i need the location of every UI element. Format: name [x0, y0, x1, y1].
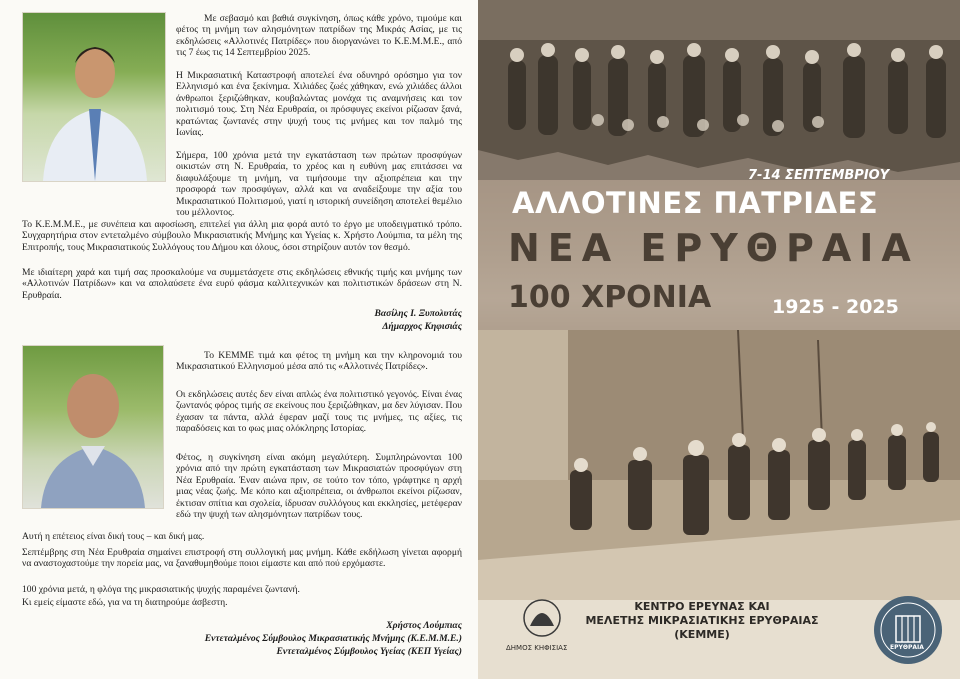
councillor-photo — [22, 345, 164, 509]
greeting-paragraph-1: Με σεβασμό και βαθιά συγκίνηση, όπως κάθε χρόνο, τιμούμε και φέτος τη μνήμη των αλησμόνητων πατρίδων της Μικράς Ασίας, με τις εκδηλώσεις «Αλλοτινές Πατρίδες» που διοργανώνει το Κ.Ε.Μ.Μ.Ε., από τις 7 έως τις 14 Σεπτεμβρίου 2025. — [176, 13, 462, 59]
mayor-photo — [22, 12, 166, 182]
greetings-page — [0, 0, 478, 679]
greeting-paragraph-5: Με ιδιαίτερη χαρά και τιμή σας προσκαλούμε να συμμετάσχετε στις εκδηλώσεις εθνικής τιμής και μνήμης των «Αλλοτινών Πατρίδων» και να απολαύσετε ένα ευρύ φάσμα καλλιτεχνικών και πολιτιστικών δράσεων στη Ν. Ερυθραία. — [22, 267, 462, 301]
historic-photo-collage — [478, 0, 960, 679]
mayor-signature-name: Βασίλης Ι. Ξυπολυτάς — [374, 308, 462, 319]
event-poster — [478, 0, 960, 679]
event-years: 1925 - 2025 — [772, 296, 899, 318]
councillor-portrait-illustration — [23, 346, 163, 508]
seal-label: ΕΡΥΘΡΑΙΑ — [890, 644, 924, 651]
kemme-paragraph-3 — [176, 452, 462, 520]
event-dates: 7-14 ΣΕΠΤΕΜΒΡΙΟΥ — [748, 168, 890, 183]
event-title: ΑΛΛΟΤΙΝΕΣ ΠΑΤΡΙΔΕΣ — [512, 186, 879, 220]
organizer-line-3: (ΚΕΜΜΕ) — [674, 628, 730, 641]
greeting-paragraph-4: Το Κ.Ε.Μ.Μ.Ε., με συνέπεια και αφοσίωση, επιτελεί για άλλη μια φορά αυτό το έργο με υποδειγματικό τρόπο. Συγχαρητήρια στον εντεταλμένο σύμβουλο Μικρασιατικής Μνήμης και Υγείας κ. Χρήστο Λούμπια, τα μέλη της Επιτροπής, τους Μικρασιατικούς Συλλόγους του Δήμου και όλους, όσοι στηρίζουν αυτόν τον θεσμό. — [22, 219, 462, 253]
councillor-signature-name: Χρήστος Λούμπιας — [386, 620, 462, 631]
councillor-signature-role-1: Εντεταλμένος Σύμβουλος Μικρασιατικής Μνήμης (Κ.Ε.Μ.Μ.Ε.) — [204, 633, 462, 644]
kemme-seal-logo — [874, 596, 942, 664]
organizer-line-2: ΜΕΛΕΤΗΣ ΜΙΚΡΑΣΙΑΤΙΚΗΣ ΕΡΥΘΡΑΙΑΣ — [585, 614, 819, 627]
event-anniversary: 100 ΧΡΟΝΙΑ — [508, 280, 712, 315]
mayor-portrait-illustration — [23, 13, 165, 181]
kemme-paragraph-1: Το ΚΕΜΜΕ τιμά και φέτος τη μνήμη και την κληρονομιά του Μικρασιατικού Ελληνισμού μέσα από τις «Αλλοτινές Πατρίδες». — [176, 350, 462, 373]
councillor-signature-role-2: Εντεταλμένος Σύμβουλος Υγείας (ΚΕΠ Υγείας) — [276, 646, 462, 657]
mayor-signature-role: Δήμαρχος Κηφισιάς — [382, 321, 462, 332]
kemme-paragraph-2: Οι εκδηλώσεις αυτές δεν είναι απλώς ένα πολιτιστικό γεγονός. Είναι ένας ζωντανός φόρος τιμής σε εκείνους που ξεριζώθηκαν, μα δεν λύγισαν. Που έχασαν τα πάντα, αλλά έφεραν μαζί τους τις μνήμες, τις αξίες, τις παραδόσεις και το φως μιας ολόκληρης Ιστορίας. — [176, 389, 462, 435]
kemme-paragraph-4: Αυτή η επέτειος είναι δική τους – και δική μας. — [22, 531, 205, 542]
greeting-paragraph-3-start — [176, 150, 462, 218]
kemme-paragraph-7: Κι εμείς είμαστε εδώ, για να τη διατηρούμε άσβεστη. — [22, 597, 228, 608]
event-location: ΝΕΑ ΕΡΥΘΡΑΙΑ — [508, 226, 919, 270]
kemme-paragraph-3-text: Φέτος, η συγκίνηση είναι ακόμη μεγαλύτερη. Συμπληρώνονται 100 χρόνια από την πρώτη εγκατάσταση των Μικρασιατών προσφύγων στη Νέα Ερυθραία. Έναν αιώνα πριν, σε τούτο τον τόπο, γράφτηκε η αρχή μιας νέας ζωής. Με κόπο και αξιοπρέπεια, οι άνθρωποι εκείνοι ρίζωσαν, έκτισαν σπίτια και σχολεία, ίδρυσαν συλλόγους και εκκλησίες, μετέφεραν εδώ την ψυχή των αλησμόνητων πατρίδων τους. — [176, 452, 462, 521]
greeting-paragraph-2: Η Μικρασιατική Καταστροφή αποτελεί ένα οδυνηρό ορόσημο για τον Ελληνισμό και ένα ξεκίνημα. Χιλιάδες ζωές χάθηκαν, ενώ χιλιάδες άλλοι άνθρωποι ξεριζώθηκαν, κουβαλώντας μονάχα τις αναμνήσεις και τον πολιτισμό τους. Στη Νέα Ερυθραία, οι πρόσφυγες εκείνοι ρίζωσαν ξανά, κρατώντας ζωντανές στην ψυχή τους τις μνήμες και τον παλμό της Ιωνίας. — [176, 70, 462, 139]
kemme-paragraph-5: Σεπτέμβρης στη Νέα Ερυθραία σημαίνει επιστροφή στη συλλογική μας μνήμη. Κάθε εκδήλωση γίνεται αφορμή να αναστοχαστούμε την πορεία μας, να ξαναθυμηθούμε ποιοι είμαστε και από πού ερχόμαστε. — [22, 547, 462, 570]
kemme-paragraph-6: 100 χρόνια μετά, η φλόγα της μικρασιατικής ψυχής παραμένει ζωντανή. — [22, 584, 300, 595]
greeting-paragraph-3: Σήμερα, 100 χρόνια μετά την εγκατάσταση των πρώτων προσφύγων οικιστών στη Ν. Ερυθραία, το χρέος και η ευθύνη μας επιτάσσει να διαφυλάξουμε τη μνήμη, να τιμήσουμε την αξιοπρέπεια και την προσφορά των προσφύγων, αλλά και να αναδείξουμε την αξία του Μικρασιατικού Πολιτισμού, γιατί η ιστορική συνείδηση αποτελεί θεμέλιο του μέλλοντος. — [176, 150, 462, 219]
municipality-label: ΔΗΜΟΣ ΚΗΦΙΣΙΑΣ — [506, 644, 568, 652]
organizer-line-1: ΚΕΝΤΡΟ ΕΡΕΥΝΑΣ ΚΑΙ — [634, 600, 770, 613]
